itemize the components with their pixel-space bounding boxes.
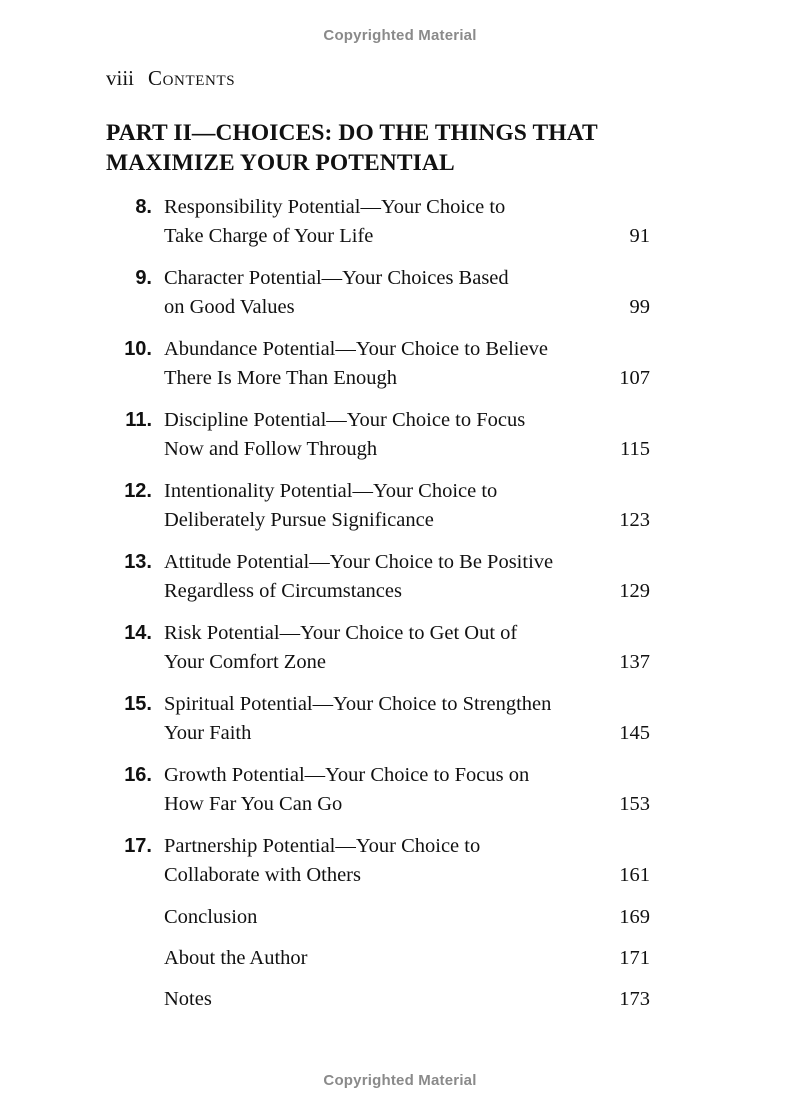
copyright-watermark-top: Copyrighted Material xyxy=(323,27,477,44)
page-number: 137 xyxy=(619,651,650,673)
toc-entry-about-the-author[interactable] xyxy=(106,944,666,985)
entry-title: About the Author xyxy=(164,947,308,969)
chapter-title-line-1: Risk Potential—Your Choice to Get Out of xyxy=(164,622,518,644)
chapter-title-line-1: Responsibility Potential—Your Choice to xyxy=(164,196,506,218)
chapter-title-line-1: Spiritual Potential—Your Choice to Strengthen xyxy=(164,693,552,715)
chapter-title-line-2: Your Faith xyxy=(164,722,252,744)
page-number: 169 xyxy=(619,906,650,928)
page-number: 129 xyxy=(619,580,650,602)
chapter-title-line-1: Discipline Potential—Your Choice to Focus xyxy=(164,409,526,431)
chapter-title-line-2: Regardless of Circumstances xyxy=(164,580,402,602)
toc-entry-chapter-10[interactable] xyxy=(106,335,666,406)
chapter-number: 16. xyxy=(124,764,152,786)
copyright-watermark-bottom: Copyrighted Material xyxy=(323,1072,477,1089)
page-number: 107 xyxy=(619,367,650,389)
toc-entry-chapter-17[interactable] xyxy=(106,832,666,903)
chapter-number: 13. xyxy=(124,551,152,573)
chapter-title-line-1: Partnership Potential—Your Choice to xyxy=(164,835,481,857)
page-number: 91 xyxy=(629,225,650,247)
chapter-title-line-2: Collaborate with Others xyxy=(164,864,361,886)
page-number: 153 xyxy=(619,793,650,815)
entry-title: Conclusion xyxy=(164,906,258,928)
page-number: 115 xyxy=(620,438,650,460)
toc-entry-notes[interactable] xyxy=(106,985,666,1026)
toc-entry-chapter-8[interactable] xyxy=(106,193,666,264)
chapter-title-line-1: Abundance Potential—Your Choice to Believe xyxy=(164,338,548,360)
toc-entry-chapter-12[interactable] xyxy=(106,477,666,548)
toc-entry-chapter-14[interactable] xyxy=(106,619,666,690)
part-title xyxy=(106,118,706,178)
chapter-number: 9. xyxy=(135,267,152,289)
chapter-number: 8. xyxy=(135,196,152,218)
chapter-number: 11. xyxy=(125,409,152,431)
chapter-title-line-2: Take Charge of Your Life xyxy=(164,225,374,247)
toc-entry-chapter-13[interactable] xyxy=(106,548,666,619)
toc-entry-chapter-11[interactable] xyxy=(106,406,666,477)
toc-entry-conclusion[interactable] xyxy=(106,903,666,944)
chapter-title-line-2: There Is More Than Enough xyxy=(164,367,398,389)
page-number: 99 xyxy=(629,296,650,318)
running-head xyxy=(106,66,235,91)
part-title-line-2: MAXIMIZE YOUR POTENTIAL xyxy=(106,150,455,176)
chapter-number: 10. xyxy=(124,338,152,360)
part-title-line-1: PART II—CHOICES: DO THE THINGS THAT xyxy=(106,120,598,146)
chapter-title-line-2: Now and Follow Through xyxy=(164,438,378,460)
chapter-title-line-1: Intentionality Potential—Your Choice to xyxy=(164,480,498,502)
running-head-title: Contents xyxy=(148,66,236,90)
toc-entry-chapter-15[interactable] xyxy=(106,690,666,761)
entry-title: Notes xyxy=(164,988,212,1010)
chapter-title-line-2: How Far You Can Go xyxy=(164,793,343,815)
page-number: 123 xyxy=(619,509,650,531)
chapter-title-line-1: Attitude Potential—Your Choice to Be Positive xyxy=(164,551,554,573)
chapter-number: 17. xyxy=(124,835,152,857)
page-number: 173 xyxy=(619,988,650,1010)
toc-entry-chapter-16[interactable] xyxy=(106,761,666,832)
chapter-number: 12. xyxy=(124,480,152,502)
page-number: 161 xyxy=(619,864,650,886)
page-number: 145 xyxy=(619,722,650,744)
chapter-number: 14. xyxy=(124,622,152,644)
chapter-title-line-2: Deliberately Pursue Significance xyxy=(164,509,434,531)
table-of-contents xyxy=(106,193,666,1026)
chapter-title-line-2: Your Comfort Zone xyxy=(164,651,326,673)
chapter-title-line-1: Character Potential—Your Choices Based xyxy=(164,267,509,289)
chapter-title-line-2: on Good Values xyxy=(164,296,295,318)
page-folio: viii xyxy=(106,66,135,90)
toc-entry-chapter-9[interactable] xyxy=(106,264,666,335)
chapter-number: 15. xyxy=(124,693,152,715)
chapter-title-line-1: Growth Potential—Your Choice to Focus on xyxy=(164,764,530,786)
page-number: 171 xyxy=(619,947,650,969)
